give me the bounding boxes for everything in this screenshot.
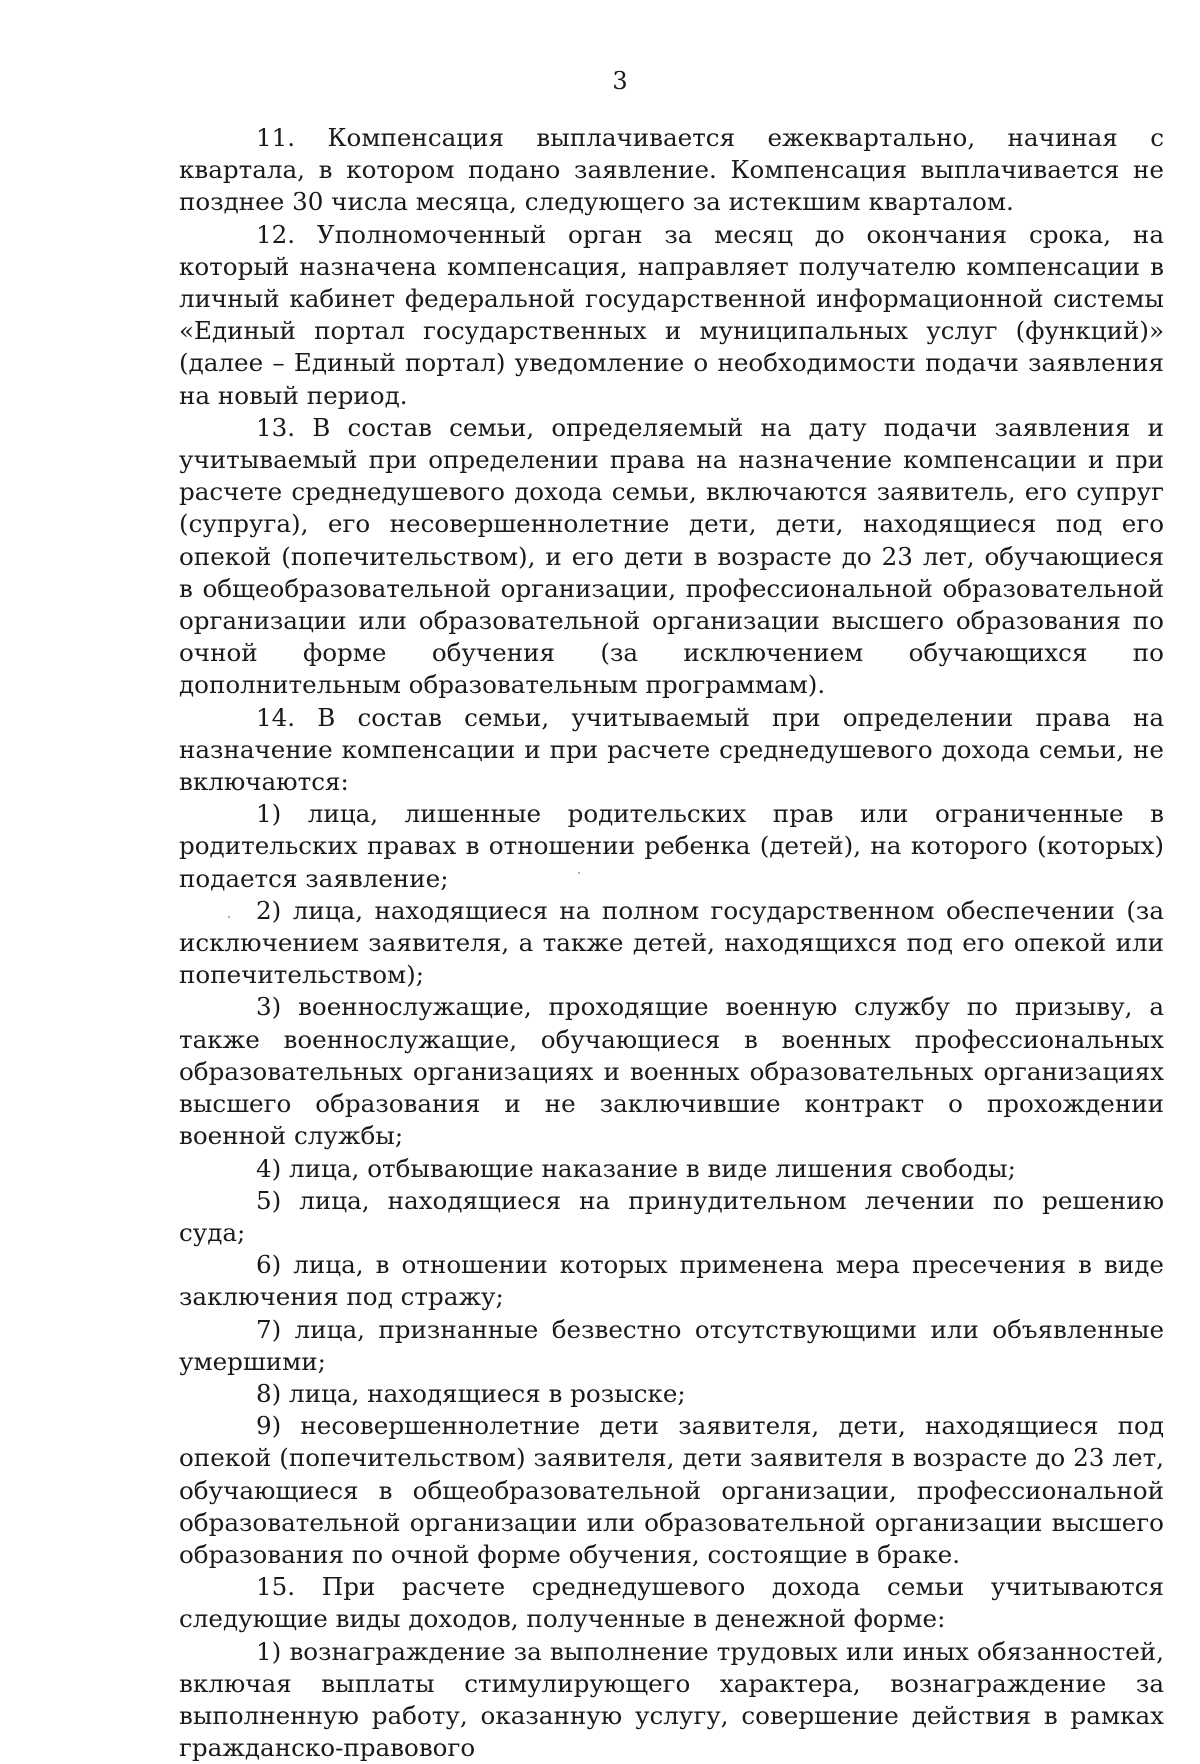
subitem-14-4: 4) лица, отбывающие наказание в виде лишения свободы; — [256, 1153, 1016, 1183]
subitem-14-8: 8) лица, находящиеся в розыске; — [256, 1378, 686, 1408]
subitem-14-2: 2) лица, находящиеся на полном государственном обеспечении (за исключением заявителя, а также детей, находящихся под его опекой или попечительством); — [179, 895, 1164, 990]
paragraph-item-15: 15. При расчете среднедушевого дохода семьи учитываются следующие виды доходов, полученные в денежной форме: — [179, 1572, 1164, 1634]
page-number: 3 — [612, 67, 628, 95]
paragraph-item-12: 12. Уполномоченный орган за месяц до окончания срока, на который назначена компенсация, направляет получателю компенсации в личный кабинет федеральной государственной информационной системы «Единый портал государственных и муниципальных услуг (функций)» (далее – Единый портал) уведомление о необходимости подачи заявления на новый период. — [179, 219, 1164, 410]
subitem-14-3: 3) военнослужащие, проходящие военную службу по призыву, а также военнослужащие, обучающиеся в военных профессиональных образовательных организациях и военных образовательных организациях высшего образования и не заключившие контракт о прохождении военной службы; — [179, 992, 1164, 1151]
subitem-15-1: 1) вознаграждение за выполнение трудовых или иных обязанностей, включая выплаты стимулирующего характера, вознаграждение за выполненную работу, оказанную услугу, совершение действия в рамках гражданско-правового — [179, 1636, 1164, 1763]
document-body — [179, 122, 1164, 1764]
paragraph-item-13: 13. В состав семьи, определяемый на дату подачи заявления и учитываемый при определении права на назначение компенсации и при расчете среднедушевого дохода семьи, включаются заявитель, его супруг (супруга), его несовершеннолетние дети, дети, находящиеся под его опекой (попечительством), и его дети в возрасте до 23 лет, обучающиеся в общеобразовательной организации, профессиональной образовательной организации или образовательной организации высшего образования по очной форме обучения (за исключением обучающихся по дополнительным образовательным программам). — [179, 412, 1164, 700]
subitem-14-7: 7) лица, признанные безвестно отсутствующими или объявленные умершими; — [179, 1314, 1164, 1376]
subitem-14-1: 1) лица, лишенные родительских прав или ограниченные в родительских правах в отношении ребенка (детей), на которого (которых) подается заявление; — [179, 799, 1164, 893]
paragraph-item-11: 11. Компенсация выплачивается ежеквартально, начиная с квартала, в котором подано заявление. Компенсация выплачивается не позднее 30 числа месяца, следующего за истекшим кварталом. — [179, 123, 1164, 217]
subitem-14-9: 9) несовершеннолетние дети заявителя, дети, находящиеся под опекой (попечительством) заявителя, дети заявителя в возрасте до 23 лет, обучающиеся в общеобразовательной организации, профессиональной образовательной организации или образовательной организации высшего образования по очной форме обучения, состоящие в браке. — [179, 1411, 1164, 1569]
paragraph-item-14: 14. В состав семьи, учитываемый при определении права на назначение компенсации и при расчете среднедушевого дохода семьи, не включаются: — [179, 702, 1164, 797]
scan-speck — [228, 916, 230, 918]
scan-speck — [578, 872, 580, 874]
subitem-14-5: 5) лица, находящиеся на принудительном лечении по решению суда; — [179, 1185, 1164, 1247]
subitem-14-6: 6) лица, в отношении которых применена мера пресечения в виде заключения под стражу; — [179, 1250, 1164, 1312]
